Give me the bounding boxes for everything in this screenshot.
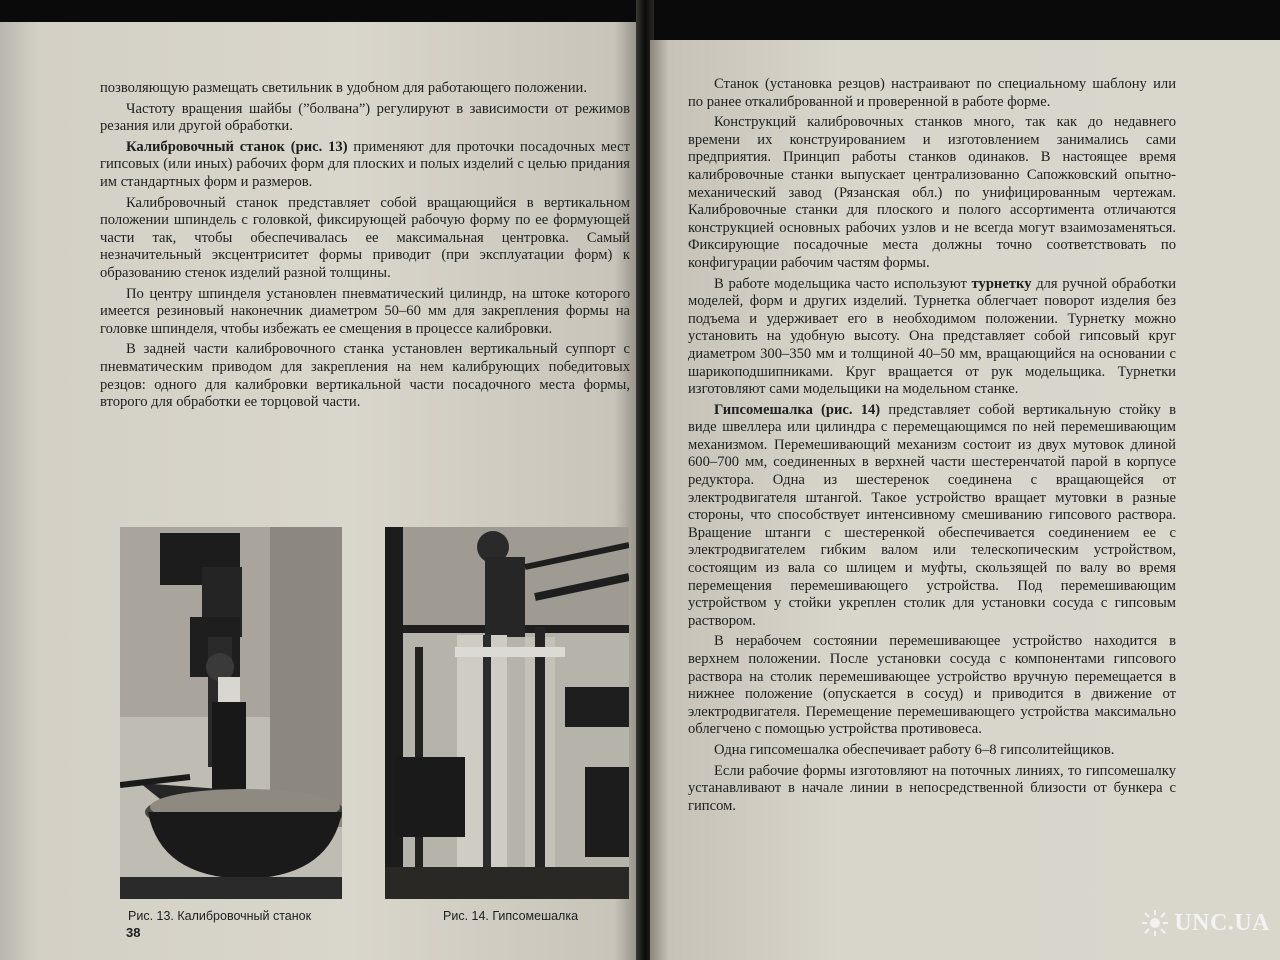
paragraph	[100, 139, 630, 192]
paragraph: По центру шпинделя установлен пневматический цилиндр, на штоке которого имеется резиновый наконечник диаметром 50–60 мм для закрепления формы на головке шпинделя, чтобы избежать ее смещения в процессе калибровки.	[100, 285, 630, 337]
paragraph-text: представляет собой вертикальную стойку в виде швеллера или цилиндра с перемещающимся по ней перемешивающим механизмом. Перемешивающий механизм состоит из двух мутовок длиной 600–700 мм, соединенных в верхней части шестеренчатой парой в корпусе редуктора. Одна из шестеренок соединена с вращающейся от электродвигателя штангой. Такое устройство вращает мутовки в разные стороны, что способствует интенсивному смешиванию гипсового раствора. Вращение штанги с шестеренкой обеспечивается соединением ее с электродвигателем гибким валом или телескопическим устройством, состоящим из вала со шлицем и муфты, скользящей по валу во время перемещения перемешивающего устройства. Под перемешивающим устройством у стойки укреплен столик для установки сосуда с гипсовым раствором.	[688, 401, 1177, 629]
paragraph-text: В работе модельщика часто используют	[714, 275, 967, 292]
figure-14-caption: Рис. 14. Гипсомешалка	[443, 909, 579, 923]
right-page	[650, 40, 1280, 960]
sun-icon	[1140, 908, 1170, 938]
paragraph: позволяющую размещать светильник в удобном для работающего положении.	[100, 80, 588, 96]
right-text-column	[688, 76, 1176, 818]
figure-13	[120, 527, 342, 923]
figures	[120, 527, 630, 937]
paragraph-text: применяют для проточки посадочных мест гипсовых (или иных) рабочих форм для плоских и полых изделий с целью придания им стандартных форм и размеров.	[100, 138, 631, 190]
paragraph: Конструкций калибровочных станков много, так как до недавнего времени их конструированием и изготовлением занимались сами предприятия. Принцип работы станков одинаков. В настоящее время калибровочные станки выпускает централизованно Сапожковский опытно-механический завод (Рязанская обл.) по унифицированным чертежам. Калибровочные станки для плоского и полого ассортимента отличаются конструкцией основных рабочих узлов и не всегда могут взаимозаменяться. Фиксирующие посадочные места должны точно соответствовать по конфигурации рабочим частям формы.	[688, 114, 1176, 271]
paragraph: В нерабочем состоянии перемешивающее устройство находится в верхнем положении. После установки сосуда с компонентами гипсового раствора на столик перемешивающее устройство вручную перемещается в нижнее положение (опускается в сосуд) и приводится в движение от электродвигателя. Перемещение перемешивающего устройства максимально облегчено с помощью устройства противовеса.	[688, 633, 1176, 738]
paragraph: Станок (установка резцов) настраивают по специальному шаблону или по ранее откалиброванной и проверенной в работе форме.	[688, 76, 1176, 110]
watermark	[1140, 908, 1270, 938]
watermark-text: UNC.UA	[1174, 909, 1270, 936]
left-text-column	[100, 80, 630, 415]
paragraph-text: для ручной обработки моделей, форм и других изделий. Турнетка облегчает поворот изделия без подъема и удерживает его в необходимом положении. Турнетку можно установить на удобную высоту. Она представляет собой гипсовый круг диаметром 300–350 мм и толщиной 40–50 мм, вращающийся на основании с шарикоподшипниками. Круг вращается от рук модельщика. Турнетки изготовляют сами модельщики на модельном станке.	[688, 275, 1177, 398]
paragraph: Калибровочный станок представляет собой вращающийся в вертикальном положении шпиндель с головкой, фиксирующей рабочую форму по ее формующей части так, чтобы обеспечивалась ее максимальная центровка. Самый незначительный эксцентриситет формы приводит (при эксплуатации форм) к образованию стенок изделий разной толщины.	[100, 194, 630, 281]
figure-14	[385, 527, 629, 923]
paragraph	[688, 276, 1176, 399]
paragraph: Если рабочие формы изготовляют на поточных линиях, то гипсомешалку устанавливают в начале линии в непосредственной близости от бункера с гипсом.	[688, 762, 1176, 814]
paragraph	[688, 402, 1176, 631]
paragraph: Одна гипсомешалка обеспечивает работу 6–8 гипсолитейщиков.	[714, 741, 1115, 758]
left-page	[0, 22, 640, 960]
figure-13-caption: Рис. 13. Калибровочный станок	[128, 909, 312, 923]
plaster-mixer-photo	[385, 527, 629, 899]
page-number: 38	[126, 925, 141, 940]
term-turnetka: турнетку	[971, 275, 1032, 292]
term-gipsomeshalka: Гипсомешалка (рис. 14)	[714, 401, 881, 418]
paragraph: В задней части калибровочного станка установлен вертикальный суппорт с пневматическим приводом для закрепления на нем калибрующих победитовых резцов: одного для калибровки вертикальной части посадочного места формы, второго для обработки ее торцовой части.	[100, 341, 630, 411]
term-calibration-machine: Калибровочный станок (рис. 13)	[126, 138, 348, 155]
calibration-machine-photo	[120, 527, 342, 899]
paragraph: Частоту вращения шайбы (”болвана”) регулируют в зависимости от режимов резания или другой обработки.	[100, 100, 630, 135]
